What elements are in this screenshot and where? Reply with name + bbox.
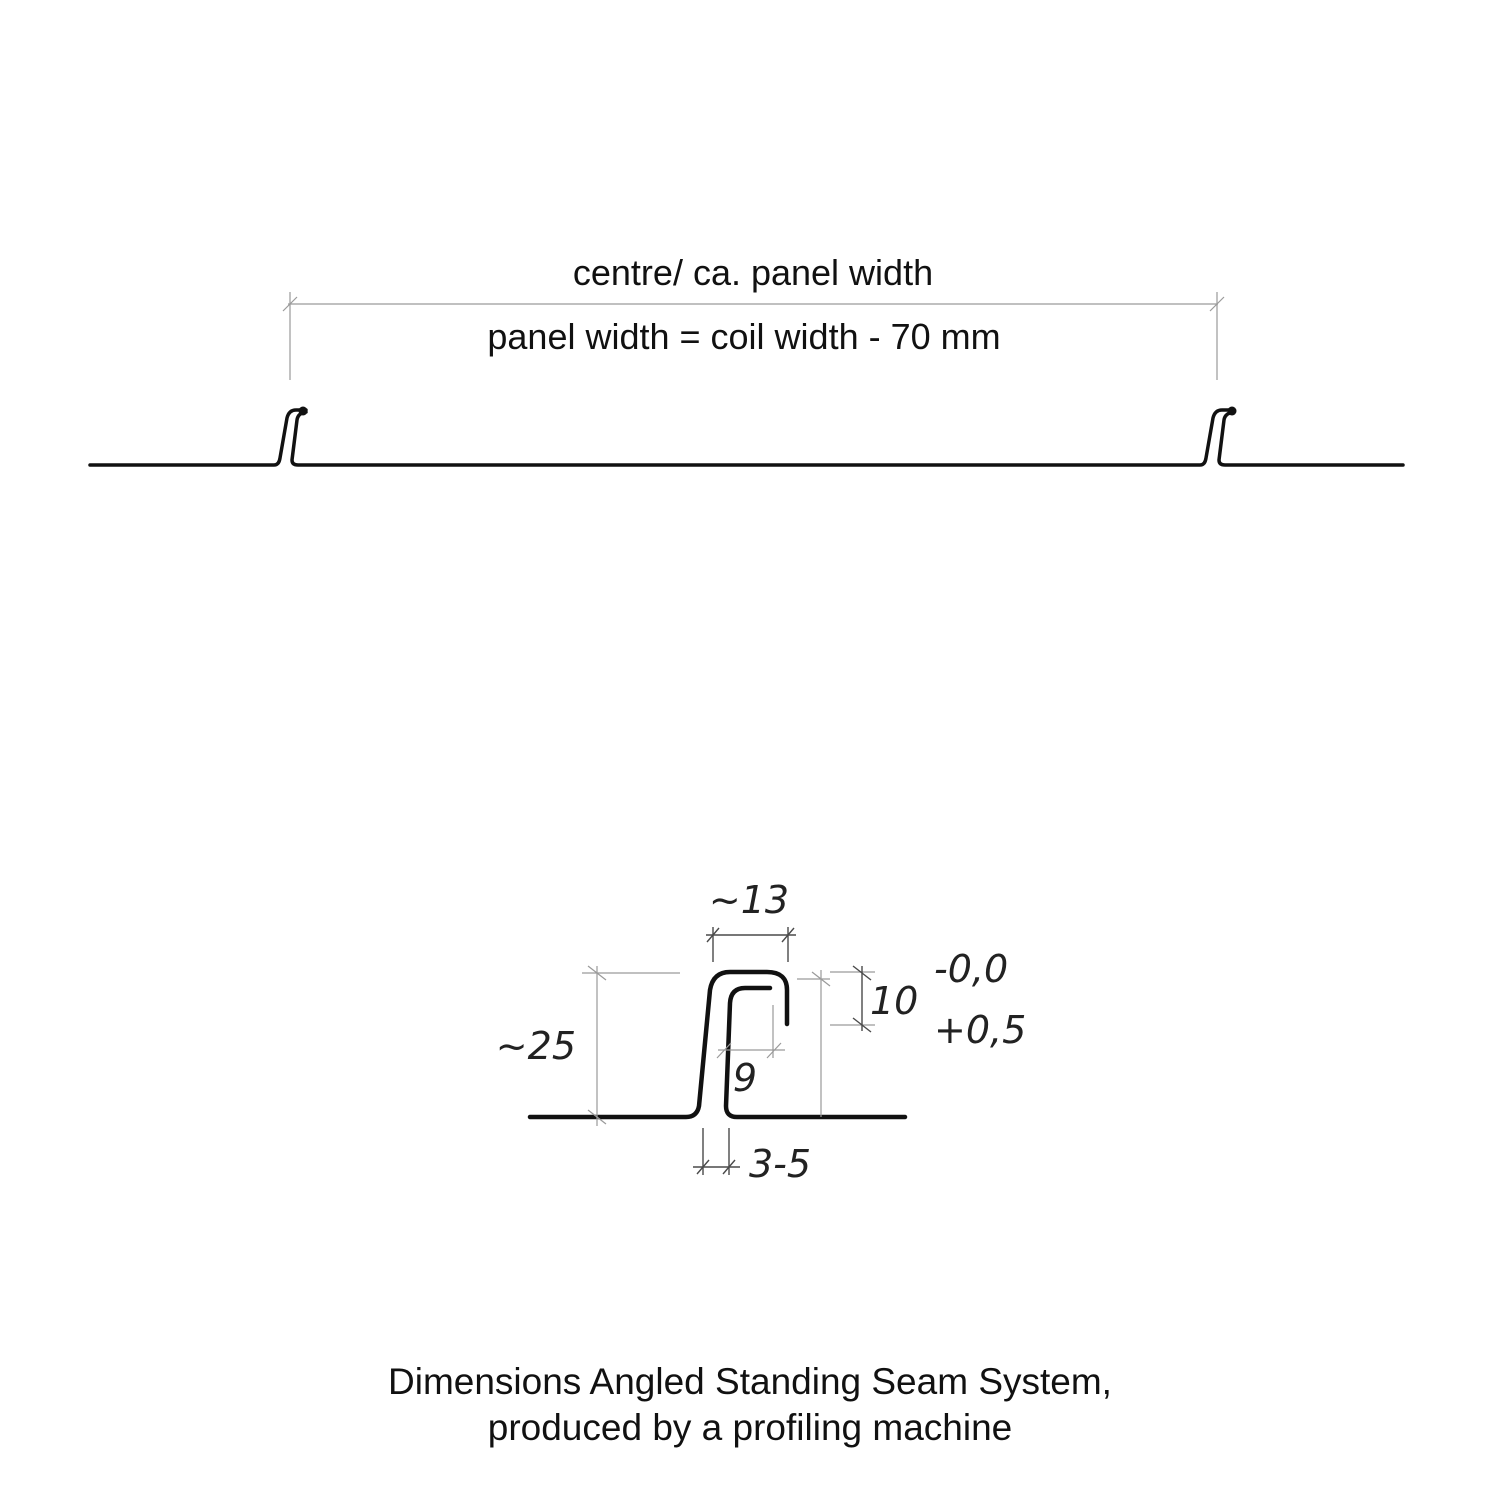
caption	[0, 1359, 1500, 1451]
dim-13-label: ~13	[708, 878, 790, 922]
caption-line-1: Dimensions Angled Standing Seam System,	[388, 1361, 1112, 1402]
label-panel-width-formula: panel width = coil width - 70 mm	[487, 316, 1001, 357]
panel-cross-section	[90, 252, 1403, 465]
panel-profile	[90, 410, 1403, 465]
label-centre-panel-width: centre/ ca. panel width	[572, 252, 934, 293]
dim-25-label: ~25	[495, 1024, 576, 1068]
seam-detail	[496, 878, 1026, 1186]
seam-fold-right	[1228, 407, 1237, 416]
tolerance-plus-label: +0,5	[934, 1008, 1027, 1052]
seam-fold-left	[299, 407, 308, 416]
dim-9-label: 9	[732, 1056, 758, 1100]
caption-line-2: produced by a profiling machine	[487, 1407, 1013, 1448]
tolerance-minus-label: -0,0	[934, 947, 1009, 991]
dim-3-5-label: 3-5	[749, 1142, 812, 1186]
dim-10-label: 10	[870, 979, 919, 1023]
